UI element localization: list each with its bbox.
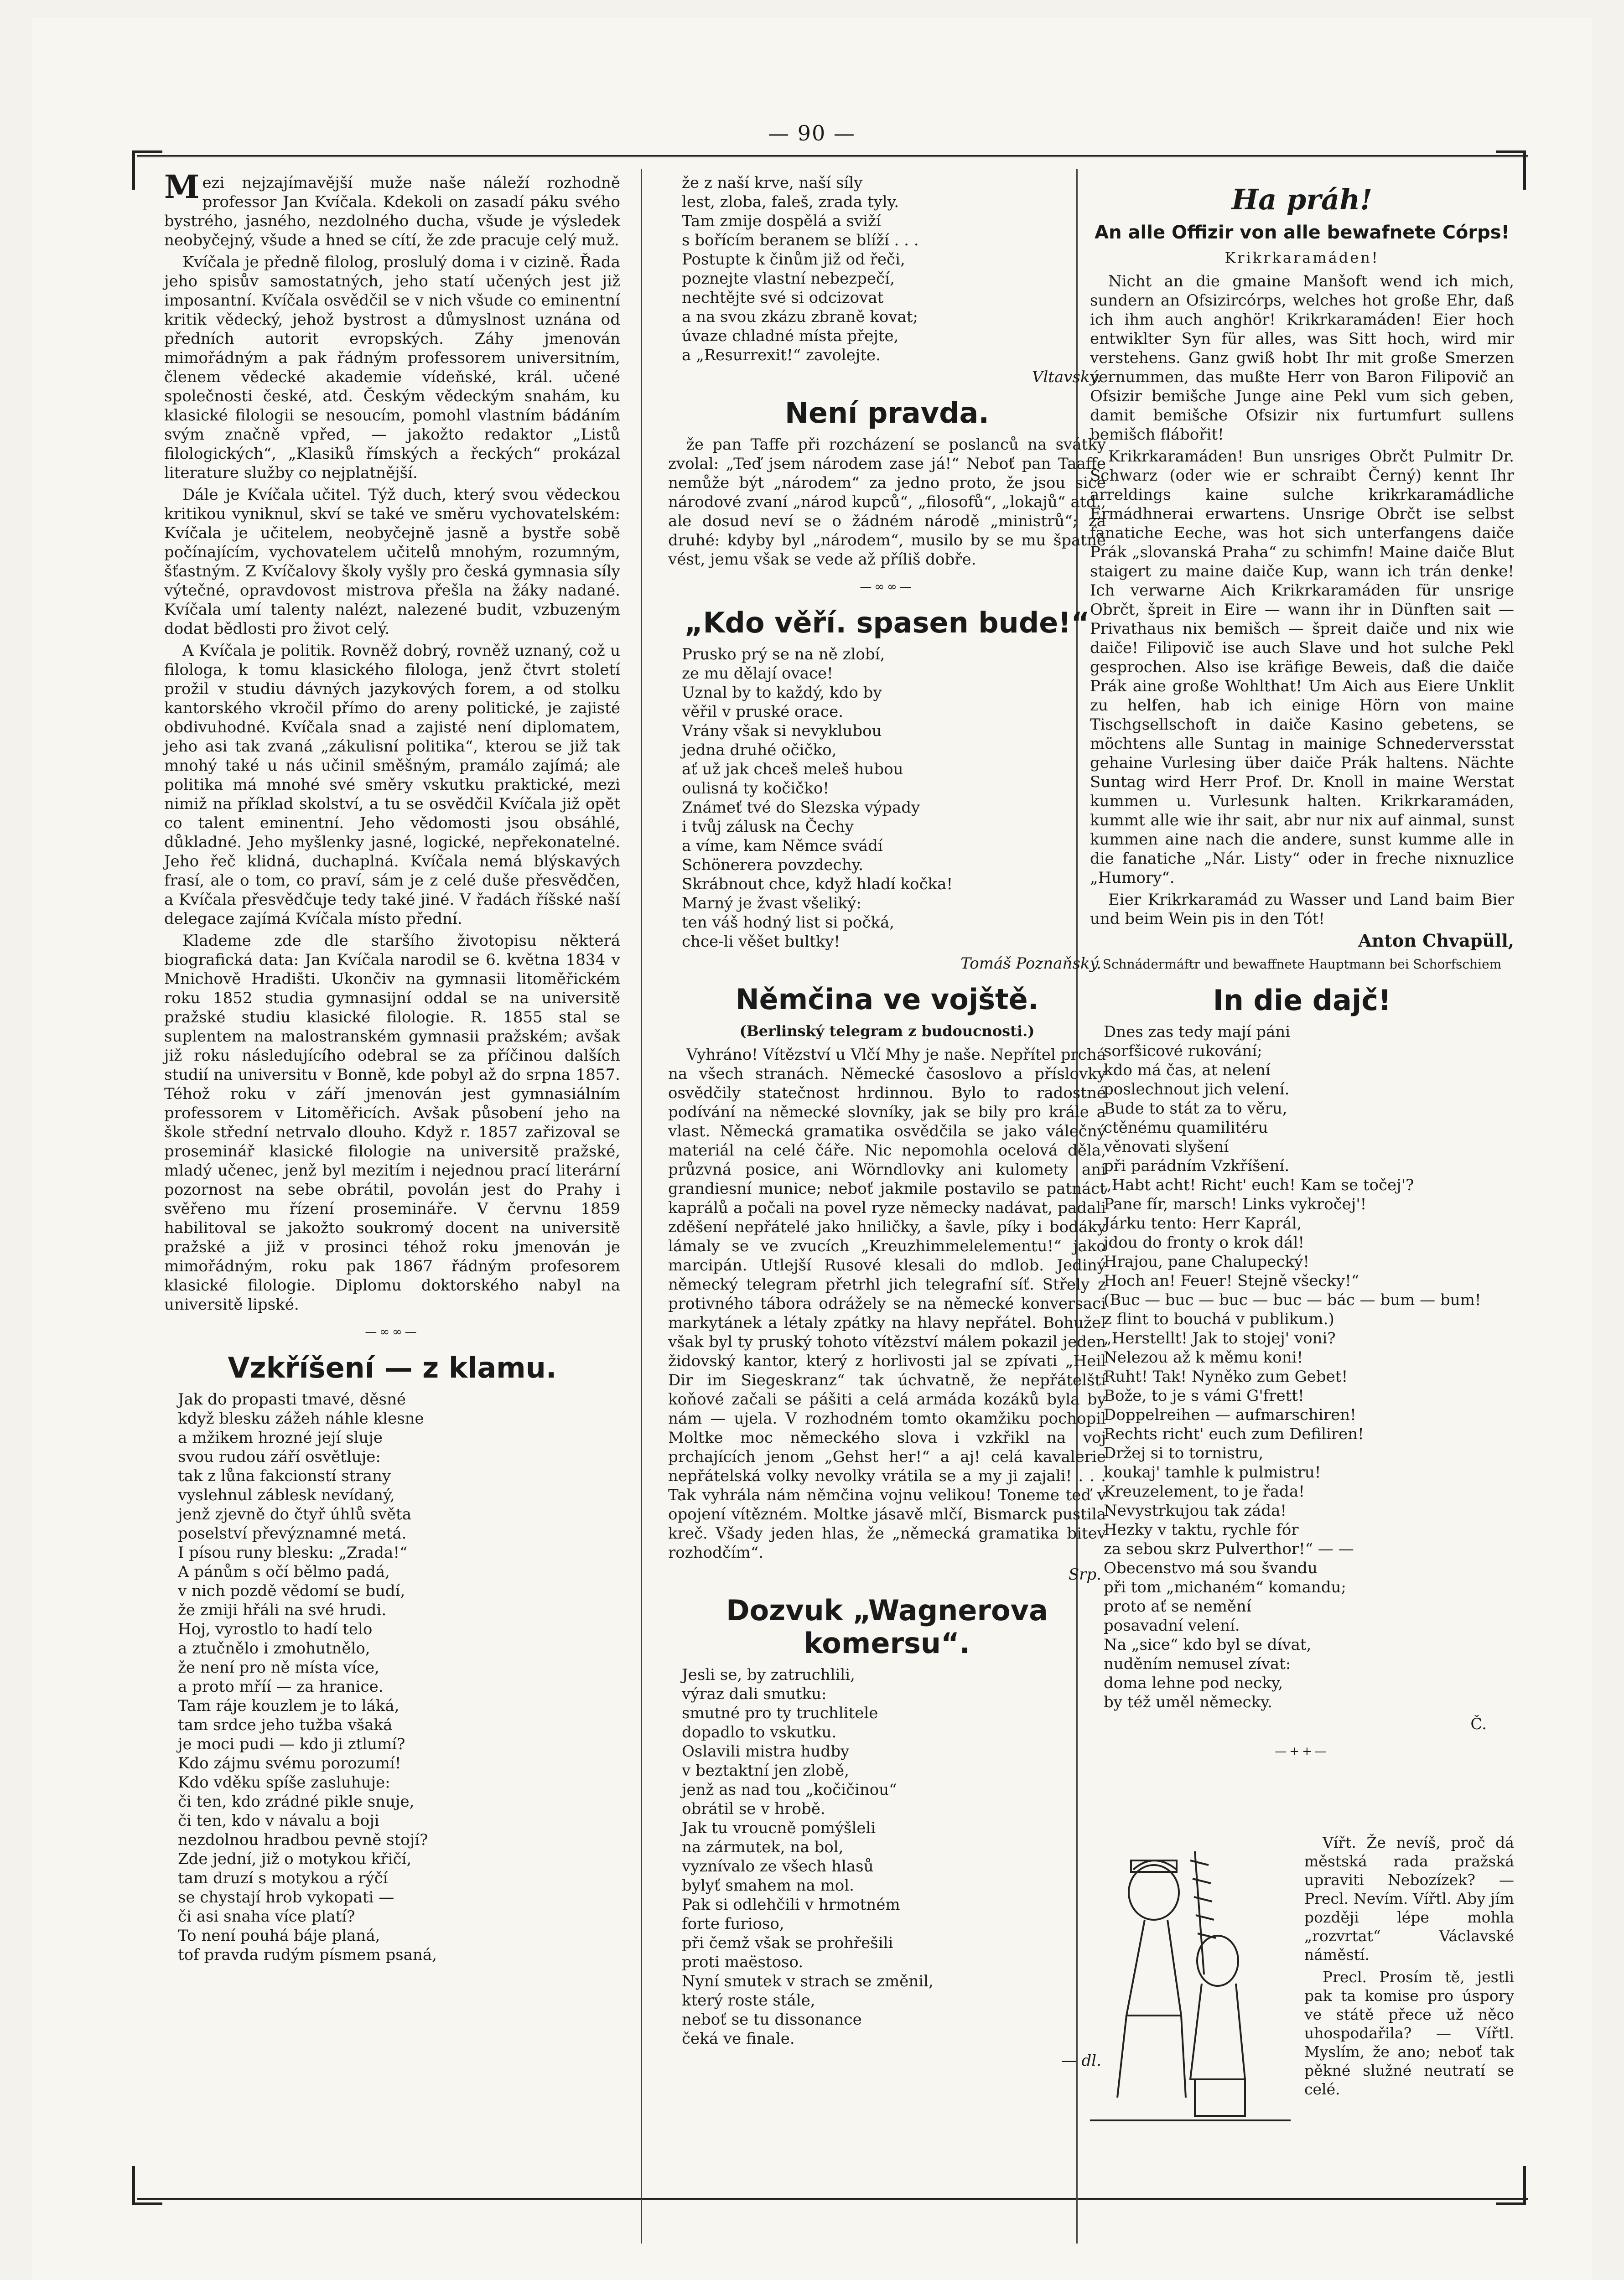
verse-line: Tam zmije dospělá a sviží [682,212,881,230]
verse-line: Rechts richt' euch zum Defiliren! [1104,1425,1364,1443]
verse-line: ctěnému quamilitéru [1104,1119,1268,1137]
verse-line: čeká ve finale. [682,2030,795,2048]
verse-line: a „Resurrexit!“ zavolejte. [682,346,881,364]
verse-line: vyznívalo ze všech hlasů [682,1857,874,1876]
signature-c: Č. [1470,1715,1487,1733]
dialogue-paragraph-2: Precl. Prosím tě, jestli pak ta komise pro úspory ve státě přece už něco uhospodařila? — Vířtl. Myslím, že ano; neboť tak pěkné služné neutratí se celé. [1304,1968,1514,2098]
verse-line: či ten, kdo v návalu a boji [178,1812,379,1830]
verse-line: Hoch an! Feuer! Stejně všecky!“ [1104,1272,1359,1290]
ha-prah-paragraph-3: Eier Krikrkaramád zu Wasser und Land baim Bier und beim Wein pis in den Tót! [1090,891,1514,928]
verse-line: (Buc — buc — buc — buc — bác — bum — bum! [1104,1291,1481,1309]
verse-line: neboť se tu dissonance [682,2011,862,2029]
verse-line: Ruht! Tak! Nyněko zum Gebet! [1104,1368,1348,1386]
verse-line: jenž zjevně do čtyř úhlů světa [178,1505,411,1523]
verse-line: že z naší krve, naší síly [682,174,863,192]
verse-line: oulisná ty kočičko! [682,779,829,798]
verse-line: poslechnout jich velení. [1104,1080,1290,1099]
verse-line: obrátil se v hrobě. [682,1800,825,1818]
verse-line: proto ať se nemění [1104,1597,1251,1616]
verse-line: by též uměl německy. [1104,1693,1272,1711]
verse-line: lest, zloba, faleš, zrada tyly. [682,193,899,211]
verse-line: poznejte vlastní nebezpečí, [682,269,895,288]
signature-vltavsky: Vltavský. [1032,368,1101,386]
kvicala-paragraph-2: Kvíčala je předně filolog, proslulý doma i v cizině. Řada jeho spisův samostatných, jeho statí učených jest již imposantní. Kvíčala osvědčil se v nich všude co eminentní kritik vědecký, jehož bystrost a důmyslnost uznána od předních autorit evropských. Záhy jmenován mimořádným a pak řádným professorem universitním, členem vědecké akademie vídeňské, král. učené společnosti české, atd. Českým vědeckým snahám, ku klasické filologii se nesoucím, pomohl vlastním bádáním svým značně vpřed, — jakožto redaktor „Listů filologických“, „Klasiků římských a řeckých“ prokázal literature služby co nejplatnější. [164,253,620,482]
ha-prah-signature: Anton Chvapüll, [1358,930,1514,951]
verse-line: jedna druhé očičko, [682,741,837,759]
verse-line: Tam ráje kouzlem je to láká, [178,1697,400,1715]
heading-nemcina: Němčina ve vojště. [735,983,1039,1016]
verse-line: či asi snaha více platí? [178,1907,355,1926]
heading-in-die-dajc: In die dajč! [1213,984,1391,1017]
nemcina-text: Vyhráno! Vítězství u Vlčí Mhy je naše. Nepřítel prchá na všech stranách. Německé časoslovo a příslovky osvědčily statečnost hrdinnou. Bylo to radostné podívání na německé slovníky, jak se bily pro krále a vlast. Německá gramatika osvědčila se jako válečný materiál na celé čáře. Nic nepomohla ocelová děla, průzvná posice, ani Wörndlovky ani kulomety ani grandiesní munice; neboť jakmile postavilo se patnáct kaprálů a počali na povel ryze německy nadávat, padali zděšení nepřátelé jako hniličky, a šavle, píky i bodáky lámaly se ve zvucích „Kreuzhimmelelementu!“ jako marcipán. Utlejší Rusové klesali do mdlob. Jediný německý telegram přetrhl jich telegrafní síť. Střely z protivného tábora odrážely se na německé konversaci markytánek a létaly zpátky na hlavy nepřátel. Bohužel však byl ty pruský tohoto vítězství málem pokazil jeden židovský kantor, který z horlivosti jal se zpívati „Heil Dir im Siegeskranz“ tak úchvatně, že nepřátelští koňové začali se pášiti a celá armáda kozáků byla by nám — ujela. V rozhodném tomto okamžiku pochopil Moltke moc německého slova i vzkřikl na voj prchajících jenom „Gehst her!“ a aj! celá kavalerie nepřátelská volky nevolky vrátila se a my ji zajali! . . . Tak vyhrála nám němčina vojnu velikou! Toneme teď v opojení vítězném. Moltke jásavě mlčí, Bismarck pustila kreč. Všady jeden hlas, že „německá gramatika bitev rozhodčím“. [668,1046,1106,1562]
verse-line: Hrajou, pane Chalupecký! [1104,1253,1309,1271]
verse-line: se chystají hrob vykopati — [178,1888,394,1907]
verse-line: výraz dali smutku: [682,1685,827,1703]
illustration-dialogue [1304,1833,1514,2102]
verse-line: sorfšicové rukování; [1104,1042,1262,1060]
heading-neni-pravda: Není pravda. [785,396,989,430]
verse-line: při parádním Vzkříšení. [1104,1157,1290,1175]
verse-line: tam druzí s motykou a rýčí [178,1869,388,1887]
frame-corner-bottom-right [1496,2166,1526,2205]
verse-line: chce-li věšet bultky! [682,933,841,951]
verse-line: Postupte k činům již od řeči, [682,250,905,269]
poem-in-die-dajc [1090,1022,1514,1712]
column-1 [164,168,620,1964]
verse-line: smutné pro ty truchlitele [682,1704,878,1722]
column-2 [668,173,1106,2075]
verse-line: Nyní smutek v strach se změnil, [682,1972,934,1990]
verse-line: Kdo zájmu svému porozumí! [178,1754,401,1772]
verse-line: dopadlo to vskutku. [682,1723,837,1741]
verse-line: Zde jední, již o motykou křičí, [178,1850,412,1868]
verse-line: „Herstellt! Jak to stojej' voni? [1104,1329,1336,1347]
verse-line: s bořícím beranem se blíží . . . [682,231,919,249]
verse-line: věřil v pruské orace. [682,703,844,721]
verse-line: Marný je žvast všeliký: [682,894,861,912]
verse-line: Doppelreihen — aufmarschiren! [1104,1406,1356,1424]
verse-line: nezdolnou hradbou pevně stojí? [178,1831,428,1849]
heading-kdo-veri: „Kdo věří. spasen bude!“ [684,606,1090,639]
verse-line: že zmiji hřáli na své hrudi. [178,1601,387,1619]
signature-poznansky: Tomáš Poznaňský. [960,954,1101,973]
column-3 [1090,173,1514,1769]
verse-line: Pane fír, marsch! Links vykročej'! [1104,1195,1367,1213]
verse-line: forte furioso, [682,1915,784,1933]
verse-line: Uznal by to každý, kdo by [682,684,882,702]
verse-line: v nich pozdě vědomí se budí, [178,1582,405,1600]
verse-line: Hoj, vyrostlo to hadí telo [178,1620,373,1638]
verse-line: Jesli se, by zatruchlili, [682,1666,855,1684]
verse-line: Držej si to tornistru, [1104,1444,1264,1462]
verse-line: v beztaktní jen zlobě, [682,1762,849,1780]
verse-line: To není pouhá báje planá, [178,1927,380,1945]
verse-line: který roste stále, [682,1991,815,2010]
verse-line: Jak do propasti tmavé, děsné [178,1390,406,1409]
frame-corner-bottom-left [132,2166,162,2205]
verse-line: ze mu dělají ovace! [682,664,833,683]
verse-line: Vrány však si nevyklubou [682,722,882,740]
ha-prah-paragraph-2: Krikrkaramáden! Bun unsriges Obrčt Pulmitr Dr. Schwarz (oder wie er schraibt Černý) kennt Ihr arreldings kaine sulche krikrkaramádliche Ermádhnerai erwartens. Unsrige Obrčt ise selbst fanatiche Eeche, was hot sich unterfangens daiče Prák „slovanská Praha“ zu schimfn! Maine daiče Blut staigert zu maine daiče Kup, wann ich trán denke! Ich verwarne Aich Krikrkaramáden für unsrige Obrčt, špreit in Eire — wann ihr in Dünften sait — Privathaus nix bemišch — špreit daiče und nix wie daiče! Filipovič ise auch Slave und hot sulche Pekl gesprochen. Also ise kräfige Beweis, daß die daiče Prák aine große Wohlthat! Um Aich aus Eiere Unklit zu helfen, hab ich einige Hörn von maine Tischgsellschoft in daiče Kasino gebetens, se möchtens alle Suntag in mainige Schnederversstat gehaine Vurlesing über daiče Prák haltens. Nächte Suntag wird Herr Prof. Dr. Knoll in maine Werstat kummen u. Vurlesunk halten. Krikrkaramáden, kummt alle wie ihr sait, abr nur nix auf ainmal, sunst kummen aine nach die andere, sunst kumme alle in die fanatiche „Nár. Listy“ oder in freche nixnuzlice „Humory“. [1090,447,1514,887]
verse-line: koukaj' tamhle k pulmistru! [1104,1463,1321,1482]
verse-line: tak z lůna fakcionstí strany [178,1467,391,1485]
section-separator: —++— [1275,1745,1329,1758]
verse-line: doma lehne pod necky, [1104,1674,1283,1692]
verse-line: Pak si odlehčili v hrmotném [682,1896,900,1914]
frame-corner-left [132,150,162,190]
verse-line: ať už jak chceš meleš hubou [682,760,903,778]
verse-line: I písou runy blesku: „Zrada!“ [178,1544,408,1562]
verse-line: poselství převýznamné metá. [178,1524,407,1543]
ha-prah-signature-title: Schnádermáftr und bewaffnete Hauptmann bei Schorfschiem [1102,957,1502,972]
poem-vzkriseni-continued [668,173,1106,365]
verse-line: při tom „michaném“ komandu; [1104,1578,1346,1596]
kvicala-paragraph-5: Klademe zde dle staršího životopisu některá biografická data: Jan Kvíčala narodil se 6. května 1834 v Mnichově Hradišti. Ukončiv na gymnasii litoměřickém roku 1852 studia gymnasijní oddal se na universitě pražské studiu klasické filologie. R. 1855 stal se suplentem na malostranském gymnasii pražském; avšak již roku následujícího odebral se za příčinou dalších studií na universitu v Bonně, kde pobyl až do srpna 1857. Téhož roku v září jmenován jest gymnasiálním professorem v Litoměřicích. Avšak působení jeho na škole střední netrvalo dlouho. Když r. 1857 zařizoval se proseminář klasické filologie na universitě pražské, mladý učenec, jenž byl mezitím i nejednou prací literární pozornost na sebe obrátil, povolán jest do Prahy i svěřeno mu řízení prosemináře. V červnu 1859 habilitoval se jakožto soukromý docent na universitě pražské a již v prosinci téhož roku jmenován je mimořádným, roku pak 1867 řádným profesorem klasické filologie. Diplomu doktorského nabyl na universitě lipské. [164,932,620,1314]
newspaper-page [32,18,1592,2280]
verse-line: Skrábnout chce, když hladí kočka! [682,875,953,893]
ha-prah-paragraph-1: Nicht an die gmaine Manšoft wend ich mich, sundern an Ofsizircórps, welches hot große Ehr, daß ich ihm auch anghör! Krikrkaramáden! Eier hoch entwiklter Syn für alles, was Sitt hoch, wird mir verstehens. Ganz gwiß hobt Ihr mit große Smerzen vernummen, das mußte Herr von Baron Filipovič an Ofsizir bemišche Junge aine Pekl vum sich geben, damit bemišche Ofsizir nix furtumfurt sullens bemišch flábořit! [1090,272,1514,444]
kvicala-paragraph-4: A Kvíčala je politik. Rovněž dobrý, rovněž uznaný, což u filologa, k tomu klasického filologa, jenž čtvrt století prožil v studiu dávných jazykových forem, a od stolku kantorského vkročil přímo do areny politické, je zajisté obdivuhodné. Kvíčala snad a zajisté není diplomatem, jeho asi tak zvaná „zákulisní politika“, kterou se již tak mnohý také u nás učinil směšným, pramálo zajímá; ale politika má mnohé své směry vskutku praktické, mezi nimiž na příklad skolství, a tu se osvědčil Kvíčala již opět co talent eminentní. Jeho vědomosti jsou obsáhlé, důkladné. Jeho myšlenky jasné, logické, nepřekonatelné. Jeho řeč klidná, duchaplná. Kvíčala nemá blýskavých frasí, ale o tom, co praví, sám je z celé duše přesvědčen, a Kvíčala přesvědčuje tedy také jiné. V řadách říšské naší delegace zajímá Kvíčala místo přední. [164,642,620,928]
verse-line: tof pravda rudým písmem psaná, [178,1946,437,1964]
verse-line: Nelezou až k měmu koni! [1104,1348,1303,1367]
verse-line: Na „sice“ kdo byl se dívat, [1104,1636,1312,1654]
bottom-frame-rule [137,2198,1528,2200]
verse-line: Hezky v taktu, rychle fór [1104,1521,1299,1539]
verse-line: kdo má čas, at nelení [1104,1061,1271,1079]
verse-line: Bože, to je s vámi G'frett! [1104,1387,1304,1405]
verse-line: Bude to stát za to věru, [1104,1099,1287,1118]
verse-line: když blesku zážeh náhle klesne [178,1409,424,1428]
verse-line: Kdo vděku spíše zasluhuje: [178,1773,390,1792]
kvicala-paragraph-3: Dále je Kvíčala učitel. Týž duch, který svou vědeckou kritikou vyniknul, skví se také ve směru vychovatelském: Kvíčala je učitelem, neobyčejně jasně a bystře sobě počínajícím, vychovatelem učitelů mnohým, rozumným, šťastným. Z Kvíčalovy školy vyšly pro česká gymnasia síly výtečné, opravdovost mistrova přešla na žáky nadané. Kvíčala umí talenty nalézt, nalezené budit, vzbuzeným dodat bědlosti pro život celý. [164,486,620,638]
verse-line: a proto mříí — za hranice. [178,1678,384,1696]
verse-line: jenž as nad tou „kočičinou“ [682,1781,897,1799]
verse-line: proti maëstoso. [682,1953,804,1971]
caricature-illustration [1090,1824,1291,2125]
verse-line: Kreuzelement, to je řada! [1104,1482,1305,1501]
verse-line: a mžikem hrozné její sluje [178,1429,383,1447]
verse-line: svou rudou září osvětluje: [178,1448,381,1466]
verse-line: a ztučnělo i zmohutnělo, [178,1639,370,1658]
verse-line: ten váš hodný list si počká, [682,913,895,932]
verse-line: úvaze chladné místa přejte, [682,327,899,345]
verse-line: že není pro ně místa více, [178,1658,379,1677]
verse-line: nuděním nemusel zívat: [1104,1655,1291,1673]
verse-line: na zármutek, na bol, [682,1838,844,1856]
verse-line: jdou do fronty o krok dál! [1104,1233,1304,1252]
ha-prah-salutation: Krikrkaramáden! [1224,249,1380,266]
verse-line: Obecenstvo má sou švandu [1104,1559,1318,1577]
poem-kdo-veri [668,645,1106,951]
poem-dozvuk [668,1665,1106,2048]
page-number: — 90 — [768,121,856,145]
verse-line: při čemž však se prohřešili [682,1934,893,1952]
verse-line: vyslehnul záblesk nevídaný, [178,1486,395,1504]
verse-line: Známeť tvé do Slezska výpady [682,798,920,817]
verse-line: tam srdce jeho tužba všaká [178,1716,393,1734]
column-divider-1 [641,169,642,2244]
verse-line: „Habt acht! Richt' euch! Kam se točej'? [1104,1176,1414,1194]
nemcina-subtitle: (Berlinský telegram z budoucnosti.) [739,1022,1035,1040]
ha-prah-subtitle: An alle Offizir von alle bewafnete Córps! [1095,222,1510,243]
section-separator: —∞∞— [365,1325,420,1339]
verse-line: věnovati slyšení [1104,1138,1229,1156]
verse-line: A pánům s očí bělmo padá, [178,1563,390,1581]
section-separator: —∞∞— [860,580,914,594]
verse-line: nechtějte své si odcizovat [682,289,884,307]
verse-line: bylyť smahem na mol. [682,1876,854,1895]
verse-line: i tvůj zálusk na Čechy [682,818,854,836]
verse-line: Járku tento: Herr Kaprál, [1104,1214,1302,1233]
verse-line: z flint to bouchá v publikum.) [1104,1310,1334,1328]
heading-dozvuk: Dozvuk „Wagnerova komersu“. [726,1594,1048,1660]
verse-line: a na svou zkázu zbraně kovat; [682,308,918,326]
verse-line: je moci pudi — kdo ji ztlumí? [178,1735,405,1753]
verse-line: Schönerera povzdechy. [682,856,864,874]
dialogue-paragraph-1: Vířt. Že nevíš, proč dá městská rada pražská upraviti Nebozízek? — Precl. Nevím. Vířtl. Aby jím později lépe mohla „rozvrtat“ Václavské náměstí. [1304,1834,1514,1964]
poem-vzkriseni [164,1390,620,1964]
kvicala-paragraph-1: Mezi nejzajímavější muže naše náleží rozhodně professor Jan Kvíčala. Kdekoli on zasadí páku svého bystrého, jasného, nezdolného ducha, všude je výsledek neobyčejný, všude a hned se cítí, že zde pracuje celý muž. [164,168,620,249]
verse-line: Prusko prý se na ně zlobí, [682,645,885,663]
heading-vzkriseni: Vzkříšení — z klamu. [228,1351,557,1384]
verse-line: za sebou skrz Pulverthor!“ — — [1104,1540,1354,1558]
top-frame-rule [137,155,1528,157]
verse-line: Nevystrkujou tak záda! [1104,1502,1287,1520]
signature-dl: — dl. [1061,2052,1101,2070]
verse-line: Jak tu vroucně pomýšleli [682,1819,876,1837]
verse-line: a víme, kam Němce svádí [682,837,883,855]
heading-ha-prah: Ha práh! [1231,183,1373,216]
neni-pravda-text: že pan Taffe při rozcházení se poslanců na svátky zvolal: „Teď jsem národem zase já!“ Neboť pan Taaffe nemůže být „národem“ za jedno proto, že jsou sice národové zvaní „národ kupců“, „filosofů“, „lokajů“ atd., ale dosud neví se o žádném národě „ministrů“; za druhé: kdyby byl „národem“, musilo by se mu špatně vést, jemu však se vede až příliš dobře. [668,435,1106,569]
verse-line: Dnes zas tedy mají páni [1104,1023,1291,1041]
verse-line: či ten, kdo zrádné pikle snuje, [178,1793,415,1811]
verse-line: Oslavili mistra hudby [682,1742,850,1761]
signature-srp: Srp. [1068,1565,1101,1584]
verse-line: posavadní velení. [1104,1617,1240,1635]
